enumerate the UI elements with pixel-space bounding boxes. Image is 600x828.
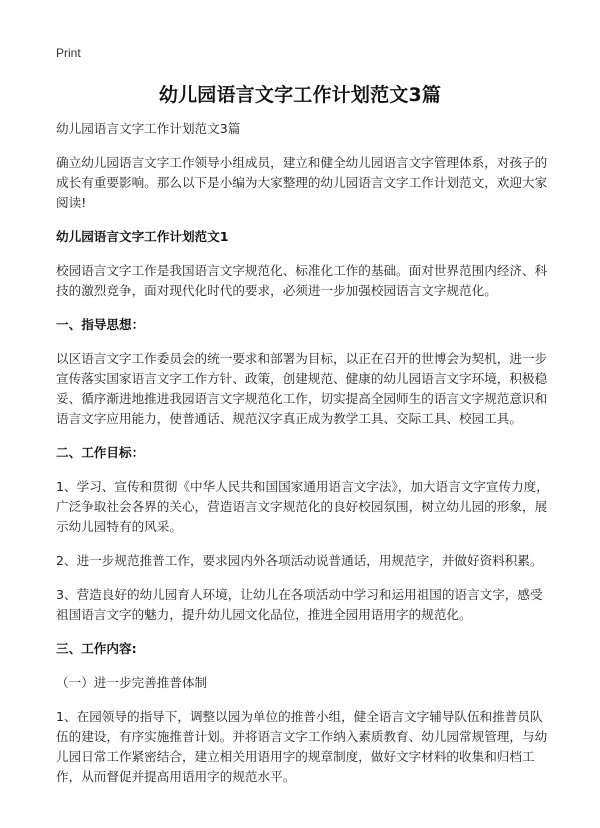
intro-paragraph: 确立幼儿园语言文字工作领导小组成员，建立和健全幼儿园语言文字管理体系，对孩子的成长有重要影响。那么以下是小编为大家整理的幼儿园语言文字工作计划范文，欢迎大家阅读! (56, 155, 548, 210)
content-heading: 三、工作内容: (56, 641, 137, 656)
section1-intro-paragraph: 校园语言文字工作是我国语言文字规范化、标准化工作的基础。面对世界范围内经济、科技的激烈竞争，面对现代化时代的要求，必须进一步加强校园语言文字规范化。 (56, 263, 548, 298)
content-item-1: 1、在园领导的指导下，调整以园为单位的推普小组，健全语言文字辅导队伍和推普员队伍的建设，有序实施推普计划。并将语言文字工作纳入素质教育、幼儿园常规管理，与幼儿园日常工作紧密结合，建立相关用语用字的规章制度，做好文字材料的收集和归档工作，从而督促并提高用语用字的规范水平。 (56, 709, 548, 784)
goal-item-3: 3、营造良好的幼儿园育人环境，让幼儿在各项活动中学习和运用祖国的语言文字，感受祖国语言文字的魅力，提升幼儿园文化品位，推进全园用语用字的规范化。 (56, 587, 543, 622)
document-body (56, 119, 552, 787)
document-subtitle: 幼儿园语言文字工作计划范文3篇 (56, 121, 241, 136)
goal-item-2: 2、进一步规范推普工作，要求园内外各项活动说普通话，用规范字，并做好资料积累。 (56, 553, 543, 568)
section1-heading: 幼儿园语言文字工作计划范文1 (56, 229, 229, 244)
goals-heading: 二、工作目标： (56, 445, 145, 460)
document-title: 幼儿园语言文字工作计划范文3篇 (158, 84, 442, 106)
content-subheading-1: （一）进一步完善推普体制 (56, 675, 208, 690)
guiding-paragraph: 以区语言文字工作委员会的统一要求和部署为目标，以正在召开的世博会为契机，进一步宣传落实国家语言文字工作方针、政策，创建规范、健康的幼儿园语言文字环境，积极稳妥、循序渐进地推进我园语言文字规范化工作，切实提高全园师生的语言文字规范意识和语言文字应用能力，使普通话、规范汉字真正成为教学工具、交际工具、校园工具。 (56, 351, 548, 426)
guiding-heading: 一、指导思想： (56, 317, 145, 332)
print-link[interactable]: Print (56, 46, 81, 60)
goal-item-1: 1、学习、宣传和贯彻《中华人民共和国国家通用语言文字法》，加大语言文字宣传力度，广泛争取社会各界的关心，营造语言文字规范化的良好校园氛围，树立幼儿园的形象，展示幼儿园特有的风采。 (56, 479, 549, 534)
